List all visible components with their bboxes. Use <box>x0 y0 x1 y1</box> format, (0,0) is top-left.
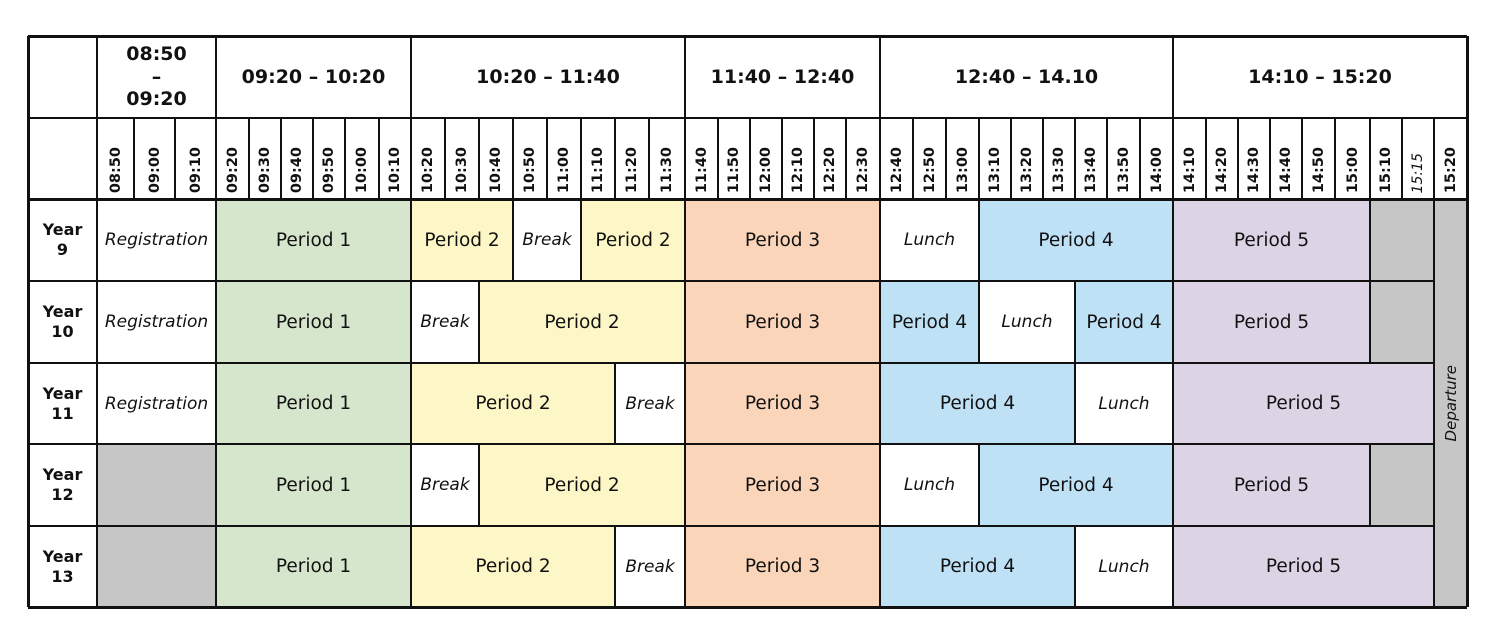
time-tick <box>249 118 281 199</box>
grid-line <box>280 118 282 199</box>
grid-line <box>215 36 218 607</box>
time-block-header <box>411 36 685 118</box>
time-tick <box>1402 118 1434 199</box>
time-tick <box>782 118 814 199</box>
grid-line <box>614 526 616 607</box>
time-tick-label: 14:30 <box>1246 146 1262 193</box>
lunch-cell <box>1075 363 1173 444</box>
time-tick <box>547 118 581 199</box>
time-tick <box>1075 118 1107 199</box>
grid-line <box>1401 118 1403 199</box>
time-tick-label: 15:00 <box>1344 146 1361 193</box>
time-tick <box>134 118 175 199</box>
period-3-cell <box>685 444 880 526</box>
slot-label: Period 4 <box>1038 229 1114 251</box>
grid-line <box>1074 363 1076 444</box>
time-tick-label: 10:40 <box>488 146 504 193</box>
grid-line <box>1074 526 1076 607</box>
time-tick <box>615 118 649 199</box>
time-tick-label: 09:40 <box>289 146 305 193</box>
lunch-cell <box>880 444 979 526</box>
grid-line <box>1172 36 1175 607</box>
period-3-cell <box>685 199 880 281</box>
time-tick <box>313 118 345 199</box>
slot-label: Period 4 <box>1038 474 1114 496</box>
time-tick-label: 14:20 <box>1214 146 1230 193</box>
period-1-cell <box>216 199 411 281</box>
grid-line <box>717 118 719 199</box>
time-tick <box>1335 118 1370 199</box>
grid-line <box>781 118 783 199</box>
time-tick-label: 15:20 <box>1442 146 1459 193</box>
slot-label: Period 3 <box>744 311 821 333</box>
grid-line <box>512 199 514 281</box>
year-label <box>28 363 97 444</box>
grid-line <box>845 118 847 199</box>
grid-line <box>1205 118 1207 199</box>
time-tick <box>479 118 513 199</box>
grid-line <box>28 606 1467 609</box>
time-tick-label: 11:30 <box>659 146 675 193</box>
grid-line <box>1269 118 1271 199</box>
time-tick <box>685 118 718 199</box>
time-block-label: 10:20 – 11:40 <box>476 65 620 88</box>
time-tick <box>97 118 134 199</box>
slot-label: Period 2 <box>475 393 551 414</box>
time-tick-label: 11:40 <box>693 146 710 193</box>
period-1-cell <box>216 281 411 363</box>
period-2-cell <box>479 444 685 526</box>
time-tick <box>1043 118 1075 199</box>
time-tick <box>445 118 479 199</box>
period-4-cell <box>1075 281 1173 363</box>
slot-label: Lunch <box>903 230 956 250</box>
time-block-label: 08:50 – 09:20 <box>126 42 187 111</box>
period-4-cell <box>880 526 1075 607</box>
slot-label: Period 2 <box>424 229 500 251</box>
time-tick <box>581 118 615 199</box>
grid-line <box>1369 444 1371 526</box>
time-tick-label: 15:15 <box>1410 152 1426 193</box>
grid-line <box>614 363 616 444</box>
time-tick-label: 09:30 <box>257 146 273 193</box>
grid-line <box>648 118 650 199</box>
slot-label: Break <box>522 230 572 250</box>
time-tick-label: 09:20 <box>224 146 241 193</box>
time-tick <box>513 118 547 199</box>
time-tick-label: 14:50 <box>1310 146 1327 193</box>
period-2-cell <box>479 281 685 363</box>
time-tick <box>379 118 411 199</box>
year-label-text: Year 12 <box>42 465 83 504</box>
time-block-header <box>685 36 880 118</box>
empty-cell <box>1370 199 1434 281</box>
year-label-text: Year 10 <box>42 302 83 341</box>
grid-line <box>749 118 751 199</box>
time-tick-label: 13:20 <box>1019 146 1035 193</box>
period-2-cell <box>411 526 615 607</box>
slot-label: Period 2 <box>475 556 551 577</box>
time-tick-label: 11:10 <box>590 146 606 193</box>
grid-line <box>248 118 250 199</box>
time-tick-label: 10:00 <box>354 146 370 193</box>
time-tick <box>216 118 249 199</box>
slot-label: Registration <box>104 312 209 332</box>
time-tick <box>175 118 216 199</box>
lunch-cell <box>979 281 1075 363</box>
time-tick <box>814 118 846 199</box>
period-2-cell <box>411 199 513 281</box>
time-tick-label: 12:00 <box>758 146 774 193</box>
time-block-label: 11:40 – 12:40 <box>710 65 855 88</box>
period-2-cell <box>411 363 615 444</box>
slot-label: Break <box>625 393 675 414</box>
grid-line <box>28 35 1467 38</box>
grid-line <box>512 118 514 199</box>
grid-line <box>133 118 135 199</box>
period-5-cell <box>1173 526 1434 607</box>
registration-cell <box>97 199 216 281</box>
time-block-header <box>216 36 411 118</box>
time-tick-label: 08:50 <box>107 146 124 193</box>
time-tick <box>1206 118 1238 199</box>
grid-line <box>344 118 346 199</box>
time-tick <box>345 118 379 199</box>
grid-line <box>28 362 1434 365</box>
grid-line <box>1237 118 1239 199</box>
time-tick-label: 13:10 <box>987 146 1003 193</box>
time-tick <box>846 118 880 199</box>
grid-line <box>1074 118 1076 199</box>
time-tick-label: 14:00 <box>1148 146 1165 193</box>
grid-line <box>813 118 815 199</box>
empty-cell <box>97 444 216 526</box>
slot-label: Lunch <box>1001 312 1053 332</box>
time-tick <box>718 118 750 199</box>
time-tick <box>750 118 782 199</box>
slot-label: Period 4 <box>939 556 1016 577</box>
grid-line <box>580 118 582 199</box>
period-4-cell <box>880 281 979 363</box>
year-label-text: Year 11 <box>42 383 83 423</box>
time-tick-label: 13:40 <box>1083 146 1099 193</box>
grid-line <box>546 118 548 199</box>
slot-label: Period 3 <box>744 474 821 496</box>
year-label <box>28 199 97 281</box>
time-tick-label: 11:00 <box>556 146 572 193</box>
grid-line <box>1074 281 1076 363</box>
empty-cell <box>97 526 216 607</box>
period-5-cell <box>1173 199 1370 281</box>
time-tick-label: 10:30 <box>454 146 470 193</box>
time-block-header <box>1173 36 1467 118</box>
slot-label: Break <box>420 312 470 332</box>
period-3-cell <box>685 526 880 607</box>
time-tick-label: 10:10 <box>387 146 403 193</box>
slot-label: Lunch <box>1098 556 1150 577</box>
time-tick-label: 12:50 <box>921 146 938 193</box>
period-1-cell <box>216 363 411 444</box>
slot-label: Break <box>625 556 675 577</box>
year-label <box>28 526 97 607</box>
grid-line <box>478 281 480 363</box>
slot-label: Break <box>420 475 470 495</box>
time-tick <box>649 118 685 199</box>
time-block-label: 09:20 – 10:20 <box>241 65 386 88</box>
time-tick <box>1302 118 1335 199</box>
period-1-cell <box>216 444 411 526</box>
grid-line <box>27 36 30 607</box>
lunch-cell <box>1075 526 1173 607</box>
time-tick <box>979 118 1011 199</box>
time-tick <box>1270 118 1302 199</box>
grid-line <box>580 199 582 281</box>
slot-label: Registration <box>104 230 209 250</box>
slot-label: Period 2 <box>595 229 671 251</box>
grid-line <box>1369 199 1371 281</box>
slot-label: Period 5 <box>1265 393 1342 414</box>
grid-line <box>312 118 314 199</box>
period-5-cell <box>1173 363 1434 444</box>
slot-label: Period 1 <box>275 393 352 414</box>
grid-line <box>410 36 413 607</box>
period-4-cell <box>979 444 1173 526</box>
grid-line <box>978 199 980 281</box>
time-tick-label: 11:50 <box>726 146 742 193</box>
slot-label: Period 1 <box>275 556 352 577</box>
period-3-cell <box>685 363 880 444</box>
slot-label: Period 4 <box>1086 311 1162 333</box>
grid-line <box>945 118 947 199</box>
slot-label: Period 2 <box>544 474 620 496</box>
grid-line <box>978 281 980 363</box>
grid-line <box>28 525 1434 528</box>
year-label-text: Year 9 <box>42 220 83 259</box>
time-tick <box>913 118 946 199</box>
slot-label: Lunch <box>903 475 956 495</box>
time-tick-label: 12:20 <box>822 146 838 193</box>
slot-label: Registration <box>104 393 209 414</box>
year-label <box>28 444 97 526</box>
grid-line <box>478 118 480 199</box>
slot-label: Period 1 <box>275 474 352 496</box>
time-tick-label: 09:10 <box>187 146 204 193</box>
grid-line <box>1466 36 1469 607</box>
time-tick <box>1434 118 1467 199</box>
grid-line <box>28 117 1467 119</box>
departure-cell <box>1434 199 1467 607</box>
time-tick-label: 10:50 <box>522 146 538 193</box>
period-4-cell <box>880 363 1075 444</box>
time-tick-label: 11:20 <box>624 146 640 193</box>
grid-line <box>174 118 176 199</box>
time-tick-label: 12:40 <box>888 146 905 193</box>
slot-label: Period 1 <box>275 229 352 251</box>
period-1-cell <box>216 526 411 607</box>
time-tick <box>281 118 313 199</box>
time-tick <box>411 118 445 199</box>
grid-line <box>1010 118 1012 199</box>
grid-line <box>978 444 980 526</box>
grid-line <box>1042 118 1044 199</box>
slot-label: Period 5 <box>1265 556 1342 577</box>
time-tick-label: 09:50 <box>321 146 337 193</box>
grid-line <box>1301 118 1303 199</box>
grid-line <box>614 118 616 199</box>
grid-line <box>1139 118 1141 199</box>
slot-label: Period 1 <box>275 311 352 333</box>
time-tick <box>880 118 913 199</box>
grid-line <box>28 443 1434 446</box>
year-label <box>28 281 97 363</box>
registration-cell <box>97 363 216 444</box>
break-cell <box>615 526 685 607</box>
time-block-label: 12:40 – 14.10 <box>954 65 1099 88</box>
lunch-cell <box>880 199 979 281</box>
grid-line <box>28 198 1467 201</box>
period-2-cell <box>581 199 685 281</box>
grid-line <box>684 36 687 607</box>
grid-line <box>444 118 446 199</box>
time-tick-label: 12:10 <box>790 146 806 193</box>
grid-line <box>28 280 1434 283</box>
slot-label: Period 4 <box>939 393 1016 414</box>
time-tick-label: 13:00 <box>954 146 971 193</box>
grid-line <box>978 118 980 199</box>
slot-label: Period 5 <box>1233 474 1310 496</box>
time-tick <box>1140 118 1173 199</box>
slot-label: Period 2 <box>544 311 620 333</box>
break-cell <box>411 444 479 526</box>
slot-label: Period 5 <box>1233 311 1310 333</box>
time-tick <box>1370 118 1402 199</box>
time-tick-label: 12:30 <box>855 146 871 193</box>
slot-label: Period 3 <box>744 556 821 577</box>
period-5-cell <box>1173 444 1370 526</box>
grid-line <box>1369 281 1371 363</box>
time-tick-label: 13:30 <box>1051 146 1067 193</box>
grid-line <box>1106 118 1108 199</box>
time-tick-label: 09:00 <box>146 146 163 193</box>
time-tick-label: 15:10 <box>1378 146 1394 193</box>
slot-label: Period 3 <box>744 393 821 414</box>
time-tick <box>1238 118 1270 199</box>
grid-line <box>1369 118 1371 199</box>
break-cell <box>411 281 479 363</box>
period-4-cell <box>979 199 1173 281</box>
grid-line <box>96 36 99 607</box>
slot-label: Period 5 <box>1233 229 1310 251</box>
time-block-header <box>97 36 216 118</box>
break-cell <box>513 199 581 281</box>
registration-cell <box>97 281 216 363</box>
time-tick-label: 14:40 <box>1278 146 1294 193</box>
time-tick <box>1011 118 1043 199</box>
grid-line <box>1433 118 1435 607</box>
grid-line <box>912 118 914 199</box>
grid-line <box>478 444 480 526</box>
time-tick <box>946 118 979 199</box>
slot-label: Period 4 <box>891 311 968 333</box>
slot-label: Period 3 <box>744 229 821 251</box>
time-tick <box>1173 118 1206 199</box>
time-tick-label: 13:50 <box>1115 146 1132 193</box>
break-cell <box>615 363 685 444</box>
grid-line <box>879 36 882 607</box>
period-5-cell <box>1173 281 1370 363</box>
time-block-label: 14:10 – 15:20 <box>1248 65 1392 88</box>
empty-cell <box>1370 444 1434 526</box>
time-tick-label: 14:10 <box>1181 146 1198 193</box>
grid-line <box>1334 118 1336 199</box>
departure-label: Departure <box>1441 364 1460 442</box>
time-tick-label: 10:20 <box>420 146 436 193</box>
slot-label: Lunch <box>1098 393 1150 414</box>
grid-line <box>378 118 380 199</box>
year-label-text: Year 13 <box>42 546 83 586</box>
empty-cell <box>1370 281 1434 363</box>
time-block-header <box>880 36 1173 118</box>
time-tick <box>1107 118 1140 199</box>
period-3-cell <box>685 281 880 363</box>
